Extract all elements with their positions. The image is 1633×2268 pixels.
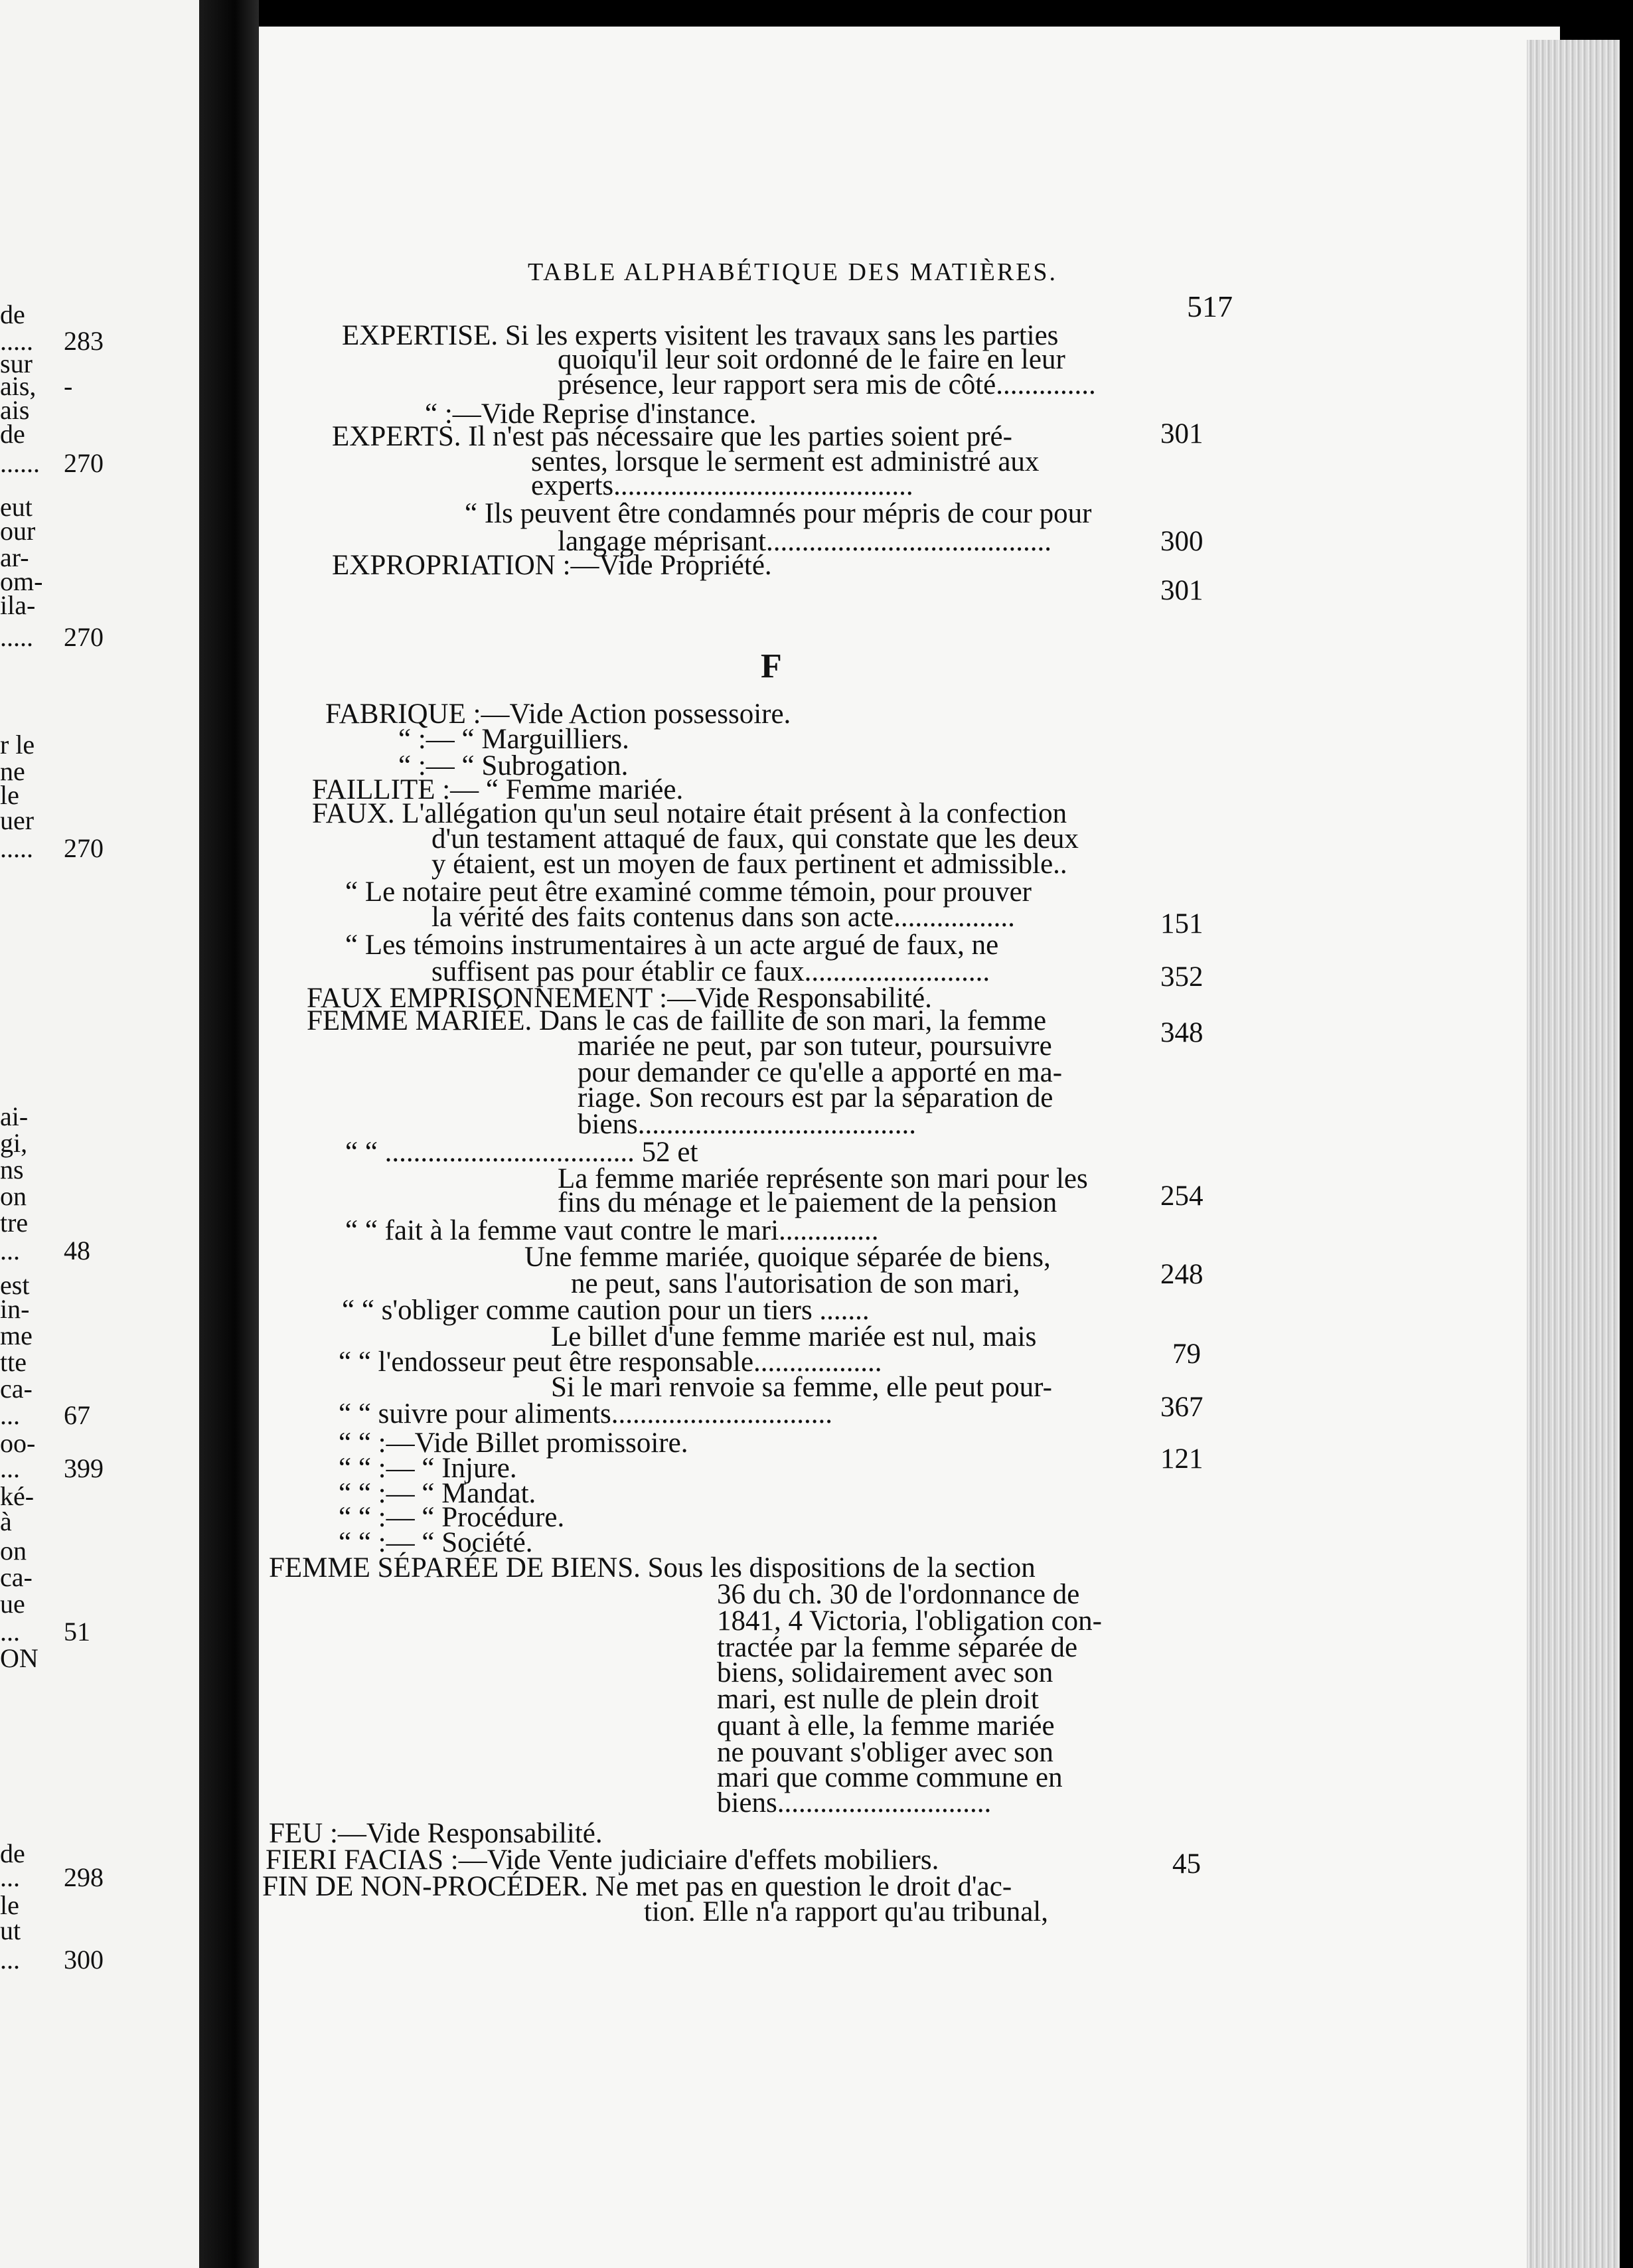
left-fragment-text: à bbox=[0, 1506, 12, 1536]
index-line: langage méprisant........................................ bbox=[558, 526, 1052, 557]
left-fragment-page-number: 270 bbox=[64, 448, 104, 478]
left-fragment-page-number: 51 bbox=[64, 1617, 90, 1647]
left-fragment-text: our bbox=[0, 516, 36, 546]
index-line: “ :— “ Marguilliers. bbox=[398, 724, 629, 755]
left-fragment-page-number: 399 bbox=[64, 1453, 104, 1483]
index-line: d'un testament attaqué de faux, qui constate que les deux bbox=[431, 823, 1079, 854]
left-fragment-text: ut bbox=[0, 1915, 21, 1945]
left-fragment-text: ON bbox=[0, 1643, 39, 1673]
page-edges bbox=[1527, 40, 1620, 2268]
index-line: FEU :—Vide Responsabilité. bbox=[269, 1818, 603, 1849]
index-line: FAUX. L'allégation qu'un seul notaire était présent à la confection bbox=[312, 798, 1067, 829]
left-fragment-text: uer bbox=[0, 805, 35, 835]
running-header: TABLE ALPHABÉTIQUE DES MATIÈRES. bbox=[528, 258, 1058, 286]
left-fragment-page-number: - bbox=[64, 371, 73, 401]
index-line: biens.............................. bbox=[717, 1787, 992, 1819]
index-line: “ Ils peuvent être condamnés pour mépris de cour pour bbox=[465, 498, 1092, 529]
left-fragment-text: de bbox=[0, 419, 25, 449]
index-line: “ “ :— “ Mandat. bbox=[339, 1478, 536, 1509]
index-line: EXPERTISE. Si les experts visitent les travaux sans les parties bbox=[342, 320, 1059, 351]
index-line: “ “ ................................... 52 et bbox=[345, 1137, 698, 1168]
index-line: biens....................................... bbox=[578, 1109, 917, 1140]
index-line: riage. Son recours est par la séparation de bbox=[578, 1082, 1053, 1113]
index-page-number: 367 bbox=[1160, 1392, 1204, 1423]
left-fragment-text: ... bbox=[0, 1945, 20, 1975]
index-page-number: 121 bbox=[1160, 1443, 1204, 1475]
index-line: “ :— “ Subrogation. bbox=[398, 750, 629, 781]
index-line: mari, est nulle de plein droit bbox=[717, 1684, 1039, 1715]
index-line: tion. Elle n'a rapport qu'au tribunal, bbox=[644, 1896, 1048, 1927]
left-fragment-text: ... bbox=[0, 1400, 20, 1430]
index-line: La femme mariée représente son mari pour les bbox=[558, 1163, 1088, 1194]
left-fragment-text: ca- bbox=[0, 1562, 33, 1592]
index-line: “ “ l'endosseur peut être responsable.................. bbox=[339, 1346, 882, 1378]
index-line: présence, leur rapport sera mis de côté.............. bbox=[558, 369, 1096, 400]
index-page-number: 301 bbox=[1160, 575, 1204, 606]
index-line: FIN DE NON-PROCÉDER. Ne met pas en question le droit d'ac- bbox=[262, 1871, 1012, 1902]
left-fragment-text: om- bbox=[0, 566, 43, 596]
left-fragment-text: ais, bbox=[0, 371, 37, 401]
left-fragment-text: me bbox=[0, 1321, 33, 1350]
index-line: quoiqu'il leur soit ordonné de le faire en leur bbox=[558, 344, 1065, 375]
left-fragment-page-number: 283 bbox=[64, 326, 104, 356]
index-line: “ “ :— “ Société. bbox=[339, 1527, 533, 1558]
left-fragment-page-number: 270 bbox=[64, 833, 104, 863]
left-fragment-text: de bbox=[0, 1838, 25, 1868]
index-line: fins du ménage et le paiement de la pension bbox=[558, 1187, 1057, 1218]
left-fragment-text: ..... bbox=[0, 326, 33, 356]
left-fragment-text: eut bbox=[0, 492, 33, 522]
index-line: FABRIQUE :—Vide Action possessoire. bbox=[325, 698, 791, 730]
index-line: EXPERTS. Il n'est pas nécessaire que les parties soient pré- bbox=[332, 421, 1012, 452]
left-fragment-text: ké- bbox=[0, 1481, 35, 1511]
left-fragment-text: de bbox=[0, 299, 25, 329]
left-fragment-page-number: 300 bbox=[64, 1945, 104, 1975]
index-line: ne peut, sans l'autorisation de son mari, bbox=[571, 1268, 1020, 1299]
index-line: “ Le notaire peut être examiné comme témoin, pour prouver bbox=[345, 876, 1032, 908]
section-letter: F bbox=[761, 647, 782, 685]
index-page-number: 79 bbox=[1172, 1338, 1201, 1370]
left-fragment-text: ca- bbox=[0, 1374, 33, 1404]
index-page-number: 352 bbox=[1160, 961, 1204, 993]
left-fragment-text: ..... bbox=[0, 622, 33, 652]
left-fragment-text: ue bbox=[0, 1589, 25, 1619]
index-line: tractée par la femme séparée de bbox=[717, 1632, 1078, 1663]
index-page-number: 248 bbox=[1160, 1259, 1204, 1290]
left-fragment-text: on bbox=[0, 1536, 27, 1566]
left-fragment-text: ... bbox=[0, 1617, 20, 1647]
index-line: la vérité des faits contenus dans son acte................. bbox=[431, 902, 1015, 933]
index-line: mariée ne peut, par son tuteur, poursuivre bbox=[578, 1030, 1052, 1062]
index-line: FEMME MARIÉE. Dans le cas de faillite de son mari, la femme bbox=[307, 1005, 1047, 1036]
left-fragment-text: le bbox=[0, 1890, 19, 1920]
book-gutter bbox=[199, 0, 259, 2268]
index-line: 1841, 4 Victoria, l'obligation con- bbox=[717, 1605, 1102, 1637]
left-fragment-text: ... bbox=[0, 1236, 20, 1265]
left-fragment-text: ... bbox=[0, 1453, 20, 1483]
index-line: quant à elle, la femme mariée bbox=[717, 1710, 1055, 1742]
index-line: ne pouvant s'obliger avec son bbox=[717, 1737, 1053, 1768]
index-line: FEMME SÉPARÉE DE BIENS. Sous les dispositions de la section bbox=[269, 1552, 1036, 1583]
left-fragment-page-number: 270 bbox=[64, 622, 104, 652]
index-page-number: 151 bbox=[1160, 908, 1204, 939]
index-page-number: 348 bbox=[1160, 1017, 1204, 1048]
left-fragment-text: in- bbox=[0, 1294, 30, 1324]
index-line: “ Les témoins instrumentaires à un acte argué de faux, ne bbox=[345, 930, 999, 961]
index-line: “ “ :— “ Procédure. bbox=[339, 1502, 565, 1533]
left-fragment-text: ..... bbox=[0, 833, 33, 863]
left-fragment-text: ai- bbox=[0, 1101, 29, 1131]
left-fragment-text: r le bbox=[0, 730, 35, 760]
index-line: EXPROPRIATION :—Vide Propriété. bbox=[332, 550, 772, 581]
index-line: “ “ :—Vide Billet promissoire. bbox=[339, 1427, 688, 1459]
index-line: FAUX EMPRISONNEMENT :—Vide Responsabilité. bbox=[307, 983, 932, 1014]
left-fragment-text: sur bbox=[0, 349, 33, 378]
left-fragment-text: ns bbox=[0, 1155, 24, 1184]
index-line: Une femme mariée, quoique séparée de biens, bbox=[524, 1242, 1051, 1273]
index-line: FAILLITE :— “ Femme mariée. bbox=[312, 774, 684, 805]
index-line: suffisent pas pour établir ce faux.......................... bbox=[431, 956, 990, 987]
index-line: experts.......................................... bbox=[531, 470, 913, 501]
index-line: FIERI FACIAS :—Vide Vente judiciaire d'effets mobiliers. bbox=[266, 1844, 939, 1876]
index-page-number: 300 bbox=[1160, 526, 1204, 557]
index-page-number: 301 bbox=[1160, 418, 1204, 449]
left-fragment-text: tte bbox=[0, 1347, 27, 1377]
index-line: y étaient, est un moyen de faux pertinent et admissible.. bbox=[431, 849, 1067, 880]
index-line: sentes, lorsque le serment est administré aux bbox=[531, 446, 1040, 477]
left-fragment-text: on bbox=[0, 1181, 27, 1211]
left-fragment-text: est bbox=[0, 1270, 30, 1300]
index-line: “ “ s'obliger comme caution pour un tiers ....... bbox=[342, 1295, 870, 1326]
left-fragment-text: le bbox=[0, 780, 19, 810]
left-fragment-page-number: 298 bbox=[64, 1862, 104, 1892]
left-fragment-page-number: 48 bbox=[64, 1236, 90, 1265]
left-fragment-text: ne bbox=[0, 756, 25, 786]
index-line: 36 du ch. 30 de l'ordonnance de bbox=[717, 1579, 1080, 1610]
index-line: pour demander ce qu'elle a apporté en ma- bbox=[578, 1057, 1063, 1088]
left-fragment-text: ar- bbox=[0, 542, 29, 572]
index-line: “ “ suivre pour aliments............................... bbox=[339, 1398, 833, 1429]
left-fragment-text: ila- bbox=[0, 590, 36, 620]
left-fragment-text: gi, bbox=[0, 1128, 28, 1158]
index-page-number: 254 bbox=[1160, 1180, 1204, 1212]
left-fragment-page-number: 67 bbox=[64, 1400, 90, 1430]
left-fragment-text: oo- bbox=[0, 1428, 36, 1458]
index-line: “ :—Vide Reprise d'instance. bbox=[425, 398, 757, 430]
left-fragment-text: ais bbox=[0, 395, 30, 425]
index-line: “ “ fait à la femme vaut contre le mari.............. bbox=[345, 1215, 879, 1246]
left-fragment-text: ... bbox=[0, 1862, 20, 1892]
index-line: Le billet d'une femme mariée est nul, mais bbox=[551, 1321, 1037, 1352]
index-line: biens, solidairement avec son bbox=[717, 1657, 1053, 1688]
left-fragment-text: ...... bbox=[0, 448, 40, 478]
left-fragment-text: tre bbox=[0, 1208, 29, 1238]
index-line: “ “ :— “ Injure. bbox=[339, 1453, 517, 1484]
index-line: Si le mari renvoie sa femme, elle peut pour- bbox=[551, 1372, 1052, 1403]
index-line: mari que comme commune en bbox=[717, 1762, 1063, 1793]
page-number: 517 bbox=[1187, 289, 1233, 323]
index-page-number: 45 bbox=[1172, 1848, 1201, 1880]
